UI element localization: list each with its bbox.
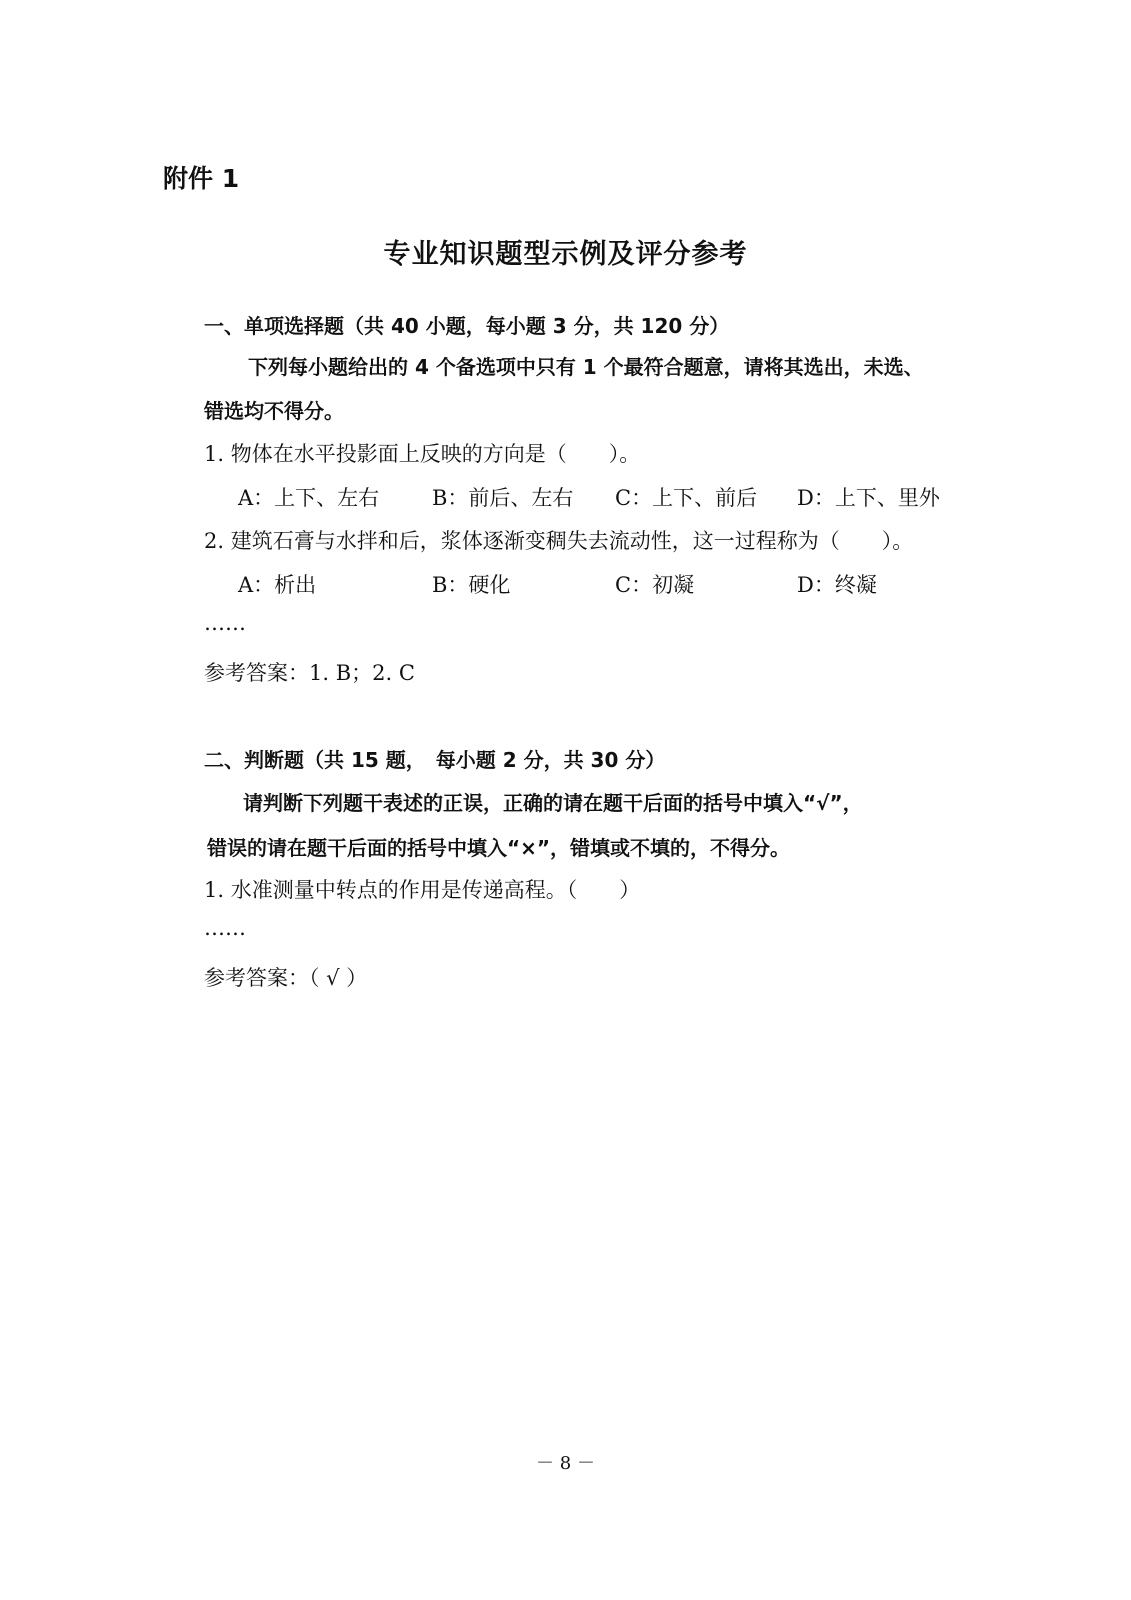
- question-2-option-a: A：析出: [238, 573, 317, 597]
- section2-instruction-line1: 请判断下列题干表述的正误，正确的请在题干后面的括号中填入“√”，: [243, 791, 863, 815]
- section1-instruction-line1: 下列每小题给出的 4 个备选项中只有 1 个最符合题意，请将其选出，未选、: [248, 355, 924, 379]
- question-1-text: 1. 物体在水平投影面上反映的方向是（ ）。: [204, 442, 641, 466]
- section1-answer: 参考答案：1. B；2. C: [204, 661, 415, 685]
- section2-instruction-line2: 错误的请在题干后面的括号中填入“×”，错填或不填的，不得分。: [207, 836, 791, 860]
- page-title: 专业知识题型示例及评分参考: [383, 239, 748, 270]
- section1-ellipsis: ……: [204, 611, 246, 635]
- question-2-text: 2. 建筑石膏与水拌和后，浆体逐渐变稠失去流动性，这一过程称为（ ）。: [204, 529, 914, 553]
- question-1-option-b: B：前后、左右: [432, 486, 574, 510]
- section2-ellipsis: ……: [204, 916, 246, 940]
- question-2-option-b: B：硬化: [432, 573, 511, 597]
- question-2-option-d: D：终凝: [797, 573, 877, 597]
- page-number: － 8 －: [536, 1453, 595, 1474]
- section2-answer: 参考答案：（ √ ）: [204, 966, 368, 990]
- judgment-question-1-text: 1. 水准测量中转点的作用是传递高程。（ ）: [204, 878, 641, 902]
- question-2-option-c: C：初凝: [615, 573, 695, 597]
- question-1-option-c: C：上下、前后: [615, 486, 758, 510]
- question-1-option-d: D：上下、里外: [797, 486, 940, 510]
- question-1-option-a: A：上下、左右: [238, 486, 380, 510]
- attachment-label: 附件 1: [163, 164, 240, 193]
- section1-instruction-line2: 错选均不得分。: [204, 399, 344, 423]
- section1-heading: 一、单项选择题（共 40 小题，每小题 3 分，共 120 分）: [204, 314, 730, 338]
- section2-heading: 二、判断题（共 15 题， 每小题 2 分，共 30 分）: [204, 748, 666, 772]
